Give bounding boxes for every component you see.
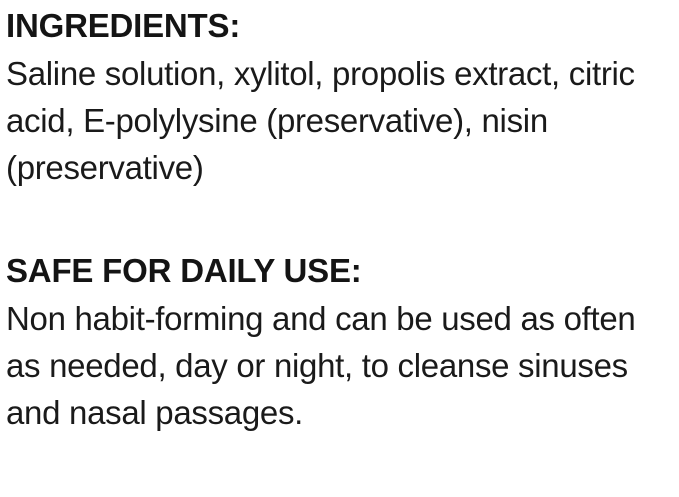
safe-for-daily-use-section: [6, 249, 673, 436]
safe-for-daily-use-body: Non habit-forming and can be used as often as needed, day or night, to cleanse sinuses and nasal passages.: [6, 300, 636, 431]
ingredients-section: [6, 4, 673, 191]
safe-for-daily-use-heading: SAFE FOR DAILY USE:: [6, 252, 362, 289]
ingredients-heading: INGREDIENTS:: [6, 7, 241, 44]
ingredients-body: Saline solution, xylitol, propolis extract, citric acid, E-polylysine (preservative), nisin (preservative): [6, 55, 635, 186]
